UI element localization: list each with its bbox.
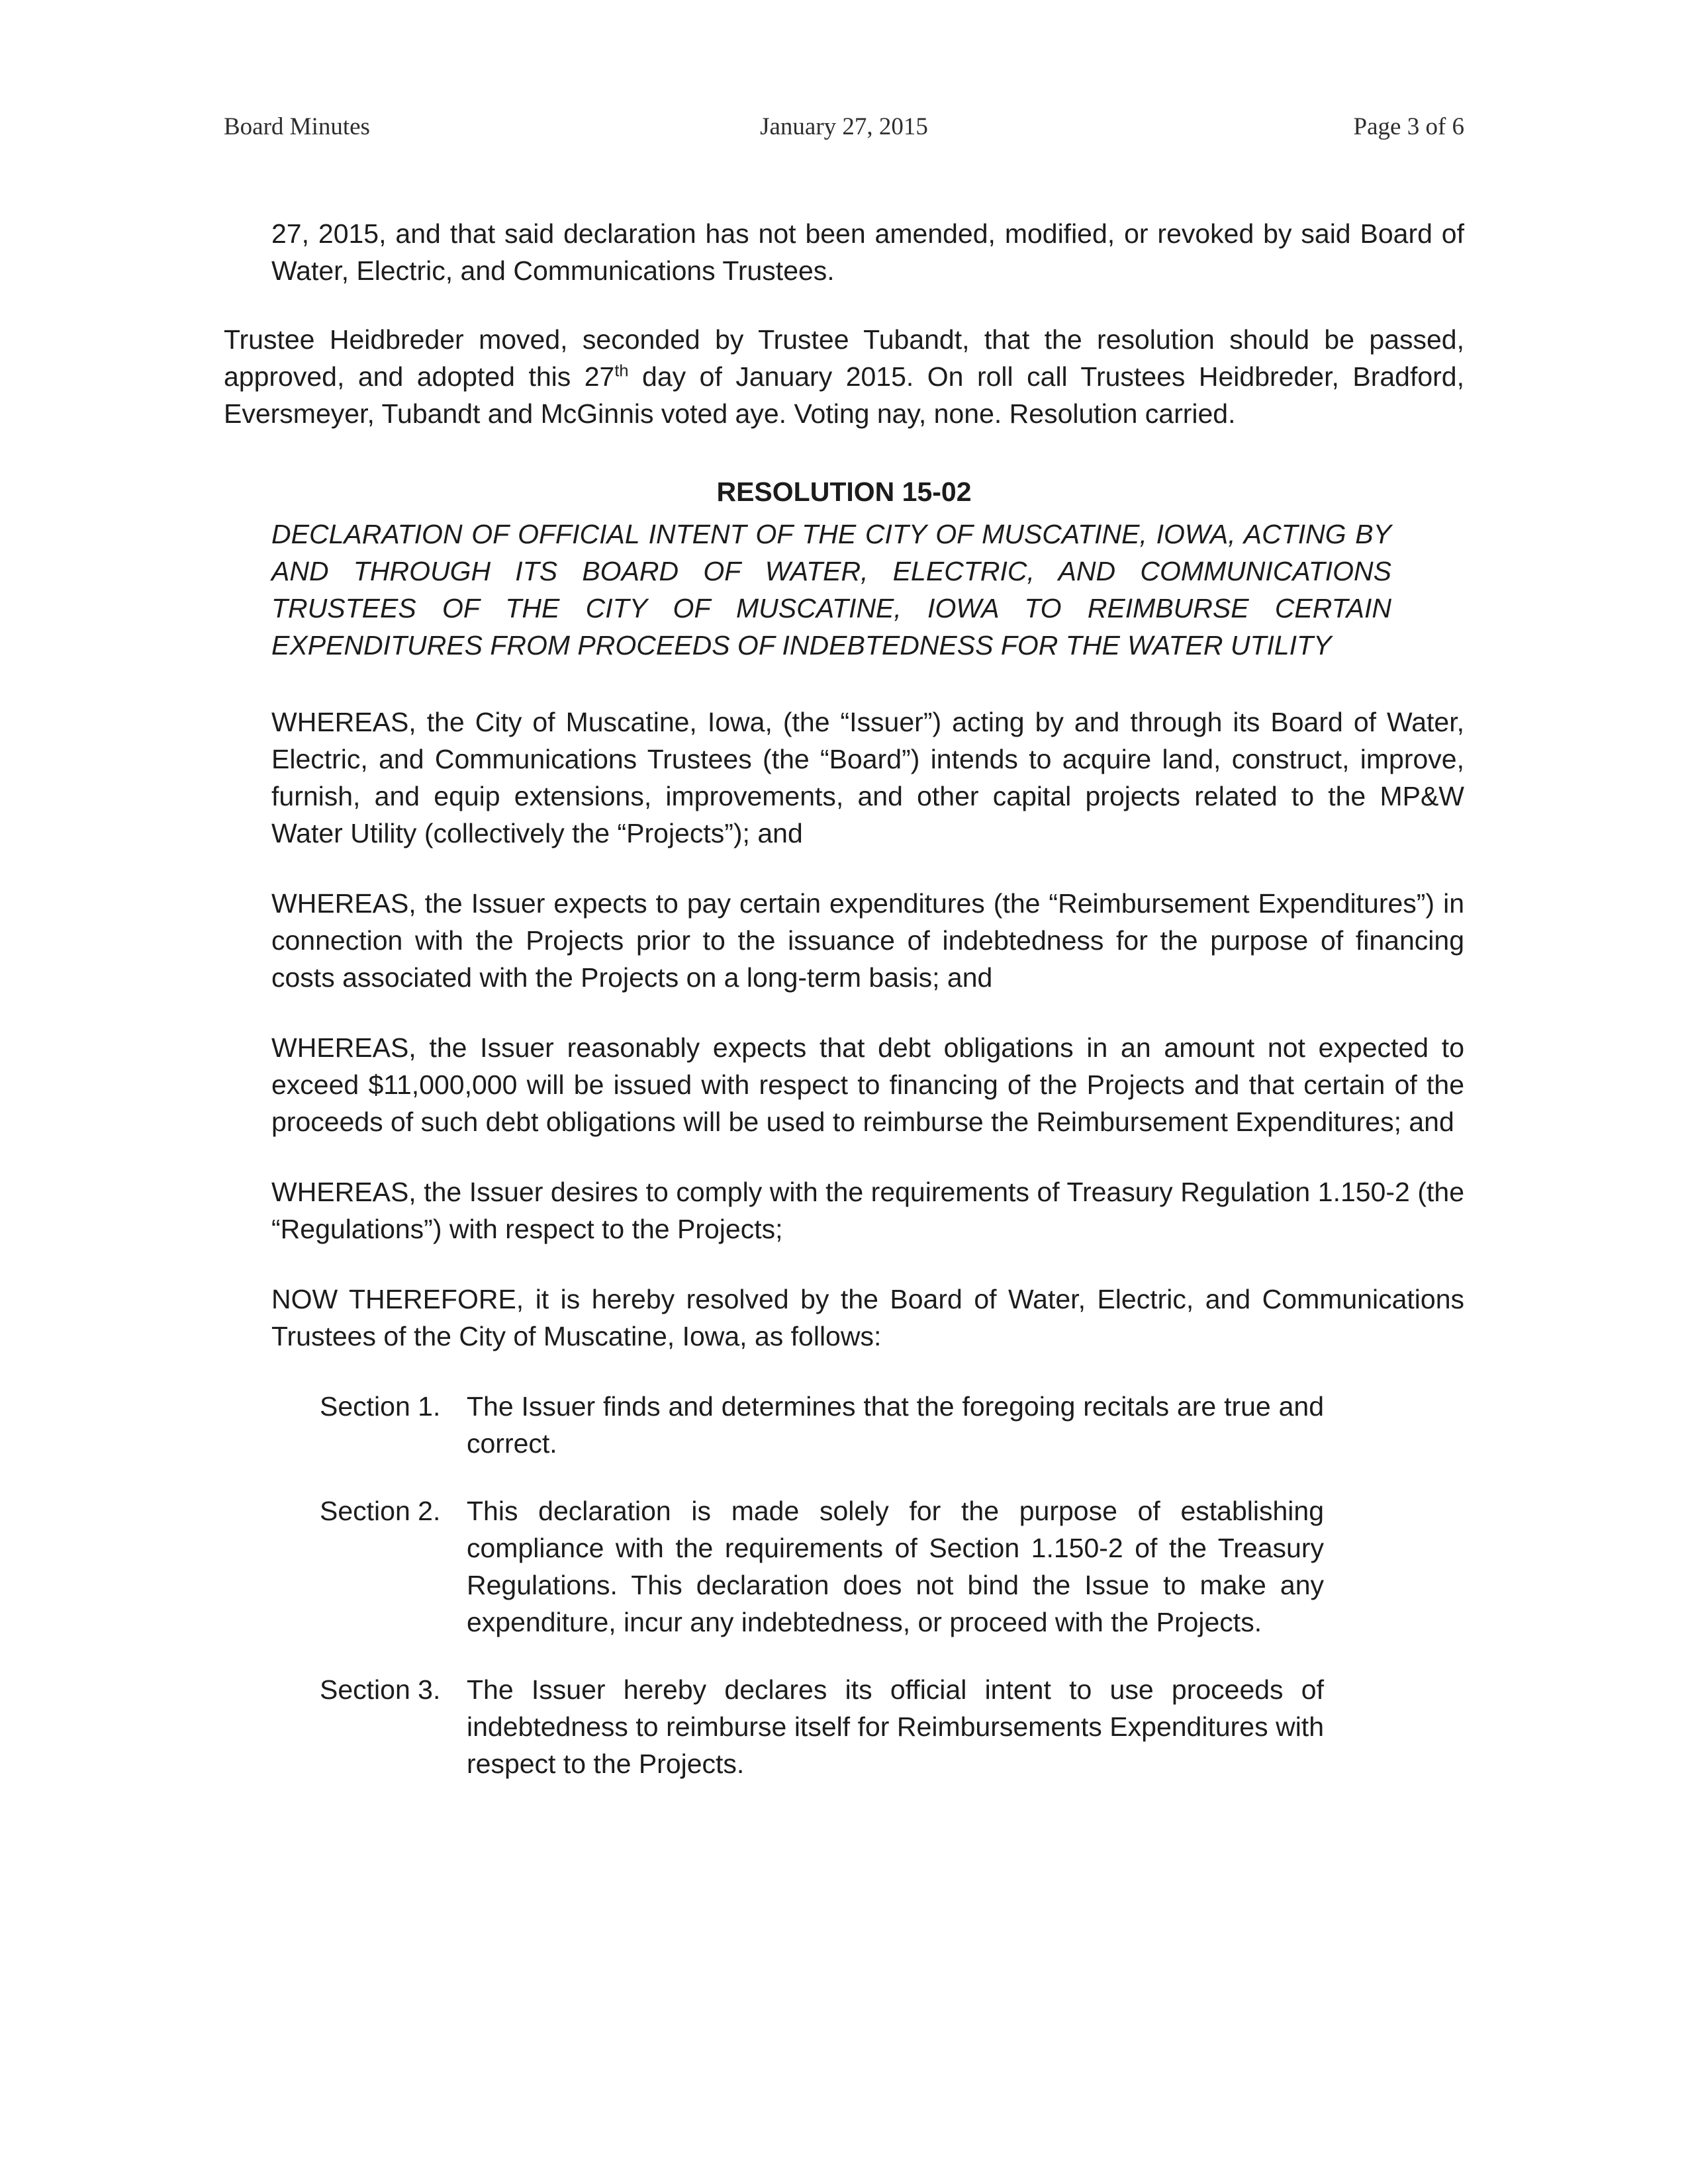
whereas-clause-3: WHEREAS, the Issuer reasonably expects that debt obligations in an amount not expected to exceed $11,000,000 will be issued with respect to financing of the Projects and that certain of the proceeds of such debt obligations will be used to reimburse the Reimbursement Expenditures; and [271,1032,1464,1137]
header-date: January 27, 2015 [760,113,928,140]
motion-text-after: day of January 2015. On roll call Trustees Heidbreder, Bradford, Eversmeyer, Tubandt and McGinnis voted aye. Voting nay, none. Resolution carried. [224,361,1464,429]
motion-text-before: Trustee Heidbreder moved, seconded by Trustee Tubandt, that the resolution should be passed, approved, and adopted this 27 [224,324,1464,392]
section-text: The Issuer hereby declares its official intent to use proceeds of indebtedness to reimburse itself for Reimbursements Expenditures with respect to the Projects. [467,1674,1324,1779]
section-text: The Issuer finds and determines that the foregoing recitals are true and correct. [467,1391,1324,1459]
section-label: Section 1. [320,1391,441,1422]
now-therefore-paragraph: NOW THEREFORE, it is hereby resolved by the Board of Water, Electric, and Communications Trustees of the City of Muscatine, Iowa, as follows: [271,1284,1464,1351]
ordinal-superscript: th [614,361,629,381]
section-text: This declaration is made solely for the purpose of establishing compliance with the requirements of Section 1.150-2 of the Treasury Regulations. This declaration does not bind the Issue to make any expenditure, incur any indebtedness, or proceed with the Projects. [467,1496,1324,1637]
motion-paragraph [224,321,1464,432]
whereas-clause-2: WHEREAS, the Issuer expects to pay certain expenditures (the “Reimbursement Expenditures”) in connection with the Projects prior to the issuance of indebtedness for the purpose of financing costs associated with the Projects on a long-term basis; and [271,888,1464,993]
whereas-clause-4: WHEREAS, the Issuer desires to comply with the requirements of Treasury Regulation 1.150-2 (the “Regulations”) with respect to the Projects; [271,1177,1464,1244]
section-item-2 [320,1492,1324,1641]
page-header [224,113,1464,141]
section-label: Section 2. [320,1496,441,1526]
document-body [224,215,1464,1782]
continuation-paragraph: 27, 2015, and that said declaration has not been amended, modified, or revoked by said Board of Water, Electric, and Communications Trustees. [271,218,1464,286]
section-item-1 [320,1388,1324,1462]
section-item-3 [320,1671,1324,1782]
resolution-title: RESOLUTION 15-02 [716,477,972,507]
header-page-number: Page 3 of 6 [1353,113,1465,140]
section-label: Section 3. [320,1674,441,1705]
resolution-declaration: DECLARATION OF OFFICIAL INTENT OF THE CITY OF MUSCATINE, IOWA, ACTING BY AND THROUGH ITS BOARD OF WATER, ELECTRIC, AND COMMUNICATIONS TRUSTEES OF THE CITY OF MUSCATINE, IOWA TO REIMBURSE CERTAIN EXPENDITURES FROM PROCEEDS OF INDEBTEDNESS FOR THE WATER UTILITY [271,519,1391,660]
header-title: Board Minutes [224,113,370,140]
whereas-clause-1: WHEREAS, the City of Muscatine, Iowa, (the “Issuer”) acting by and through its Board of Water, Electric, and Communications Trustees (the “Board”) intends to acquire land, construct, improve, furnish, and equip extensions, improvements, and other capital projects related to the MP&W Water Utility (collectively the “Projects”); and [271,707,1464,848]
